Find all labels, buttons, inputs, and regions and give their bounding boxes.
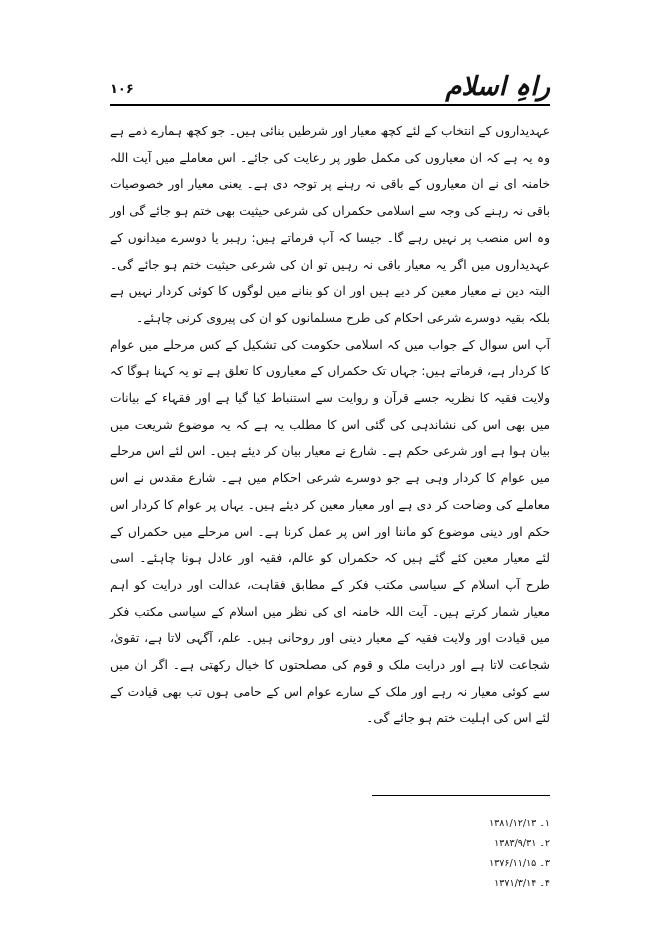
- footnote: ۲۔ ۱۳۸۳/۹/۳۱: [494, 838, 550, 849]
- body-text: [110, 118, 550, 732]
- running-title: راہِ اسلام: [445, 72, 550, 102]
- footnote: ۴۔ ۱۳۷۱/۳/۱۴: [494, 878, 550, 889]
- footnote-rule: [372, 795, 550, 796]
- paragraph: آپ اس سوال کے جواب میں کہ اسلامی حکومت کی تشکیل کے کس مرحلے میں عوام کا کردار ہے، فرماتے ہیں: جہاں تک حکمراں کے معیاروں کا تعلق ہے تو یہ کہنا ہوگا کہ ولایت فقیہ کا نظریہ جسے قرآن و روایت سے استنباط کیا گیا ہے اور فقہاء کے بیانات میں بھی اس کی نشاندہی کی گئی اس کا مطلب یہ ہے کہ یہ موضوع شریعت میں بیان ہوا ہے اور شرعی حکم ہے۔ شارع نے معیار بیان کر دیئے ہیں۔ اس لئے اس مرحلے میں عوام کا کردار وہی ہے جو دوسرے شرعی احکام میں ہے۔ شارع مقدس نے اس معاملے کی وضاحت کر دی ہے اور معیار معین کر دیئے ہیں۔ یہاں پر عوام کا کردار اس حکم اور دینی موضوع کو ماننا اور اس پر عمل کرنا ہے۔ اس مرحلے میں حکمراں کے لئے معیار معین کئے گئے ہیں کہ حکمراں کو عالم، فقیہ اور عادل ہونا چاہئے۔ اسی طرح آپ اسلام کے سیاسی مکتب فکر کے مطابق فقاہت، عدالت اور درایت کو اہم معیار شمار کرتے ہیں۔ آیت اللہ خامنہ ای کی نظر میں اسلام کے سیاسی مکتب فکر میں قیادت اور ولایت فقیہ کے معیار دینی اور روحانی ہیں۔ علم، آگہی لاتا ہے، تقویٰ، شجاعت لاتا ہے اور درایت ملک و قوم کی مصلحتوں کا خیال رکھتی ہے۔ اگر ان میں سے کوئی معیار نہ رہے اور ملک کے سارے عوام اس کے حامی ہوں تب بھی قیادت کے لئے اس کی اہلیت ختم ہو جائے گی۔: [110, 337, 550, 726]
- page-header: [110, 72, 550, 112]
- footnotes: [350, 814, 550, 894]
- paragraph: عہدیداروں کے انتخاب کے لئے کچھ معیار اور شرطیں بنائی ہیں۔ جو کچھ ہمارے ذمے ہے وہ یہ ہے کہ ان معیاروں کی مکمل طور پر رعایت کی جائے۔ اس معاملے میں آیت اللہ خامنہ ای نے ان معیاروں کے باقی نہ رہنے پر توجہ دی ہے۔ یعنی معیار اور خصوصیات باقی نہ رہنے کی وجہ سے اسلامی حکمراں کی شرعی حیثیت بھی ختم ہو جائے گی اور وہ اس منصب پر نہیں رہے گا۔ جیسا کہ آپ فرماتے ہیں: رہبر یا دوسرے میدانوں کے عہدیداروں میں اگر یہ معیار باقی نہ رہیں تو ان کی شرعی حیثیت ختم ہو جائے گی۔ البتہ دین نے معیار معین کر دیے ہیں اور ان کو بنانے میں لوگوں کا کوئی کردار نہیں ہے بلکہ بقیہ دوسرے شرعی احکام کی طرح مسلمانوں کو ان کی پیروی کرنی چاہئے۔: [110, 124, 550, 325]
- footnote: ۳۔ ۱۳۷۶/۱۱/۱۵: [489, 858, 550, 869]
- footnote: ۱۔ ۱۳۸۱/۱۲/۱۳: [489, 818, 550, 829]
- page-number: ۱۰۶: [110, 82, 134, 97]
- header-rule: [110, 104, 550, 106]
